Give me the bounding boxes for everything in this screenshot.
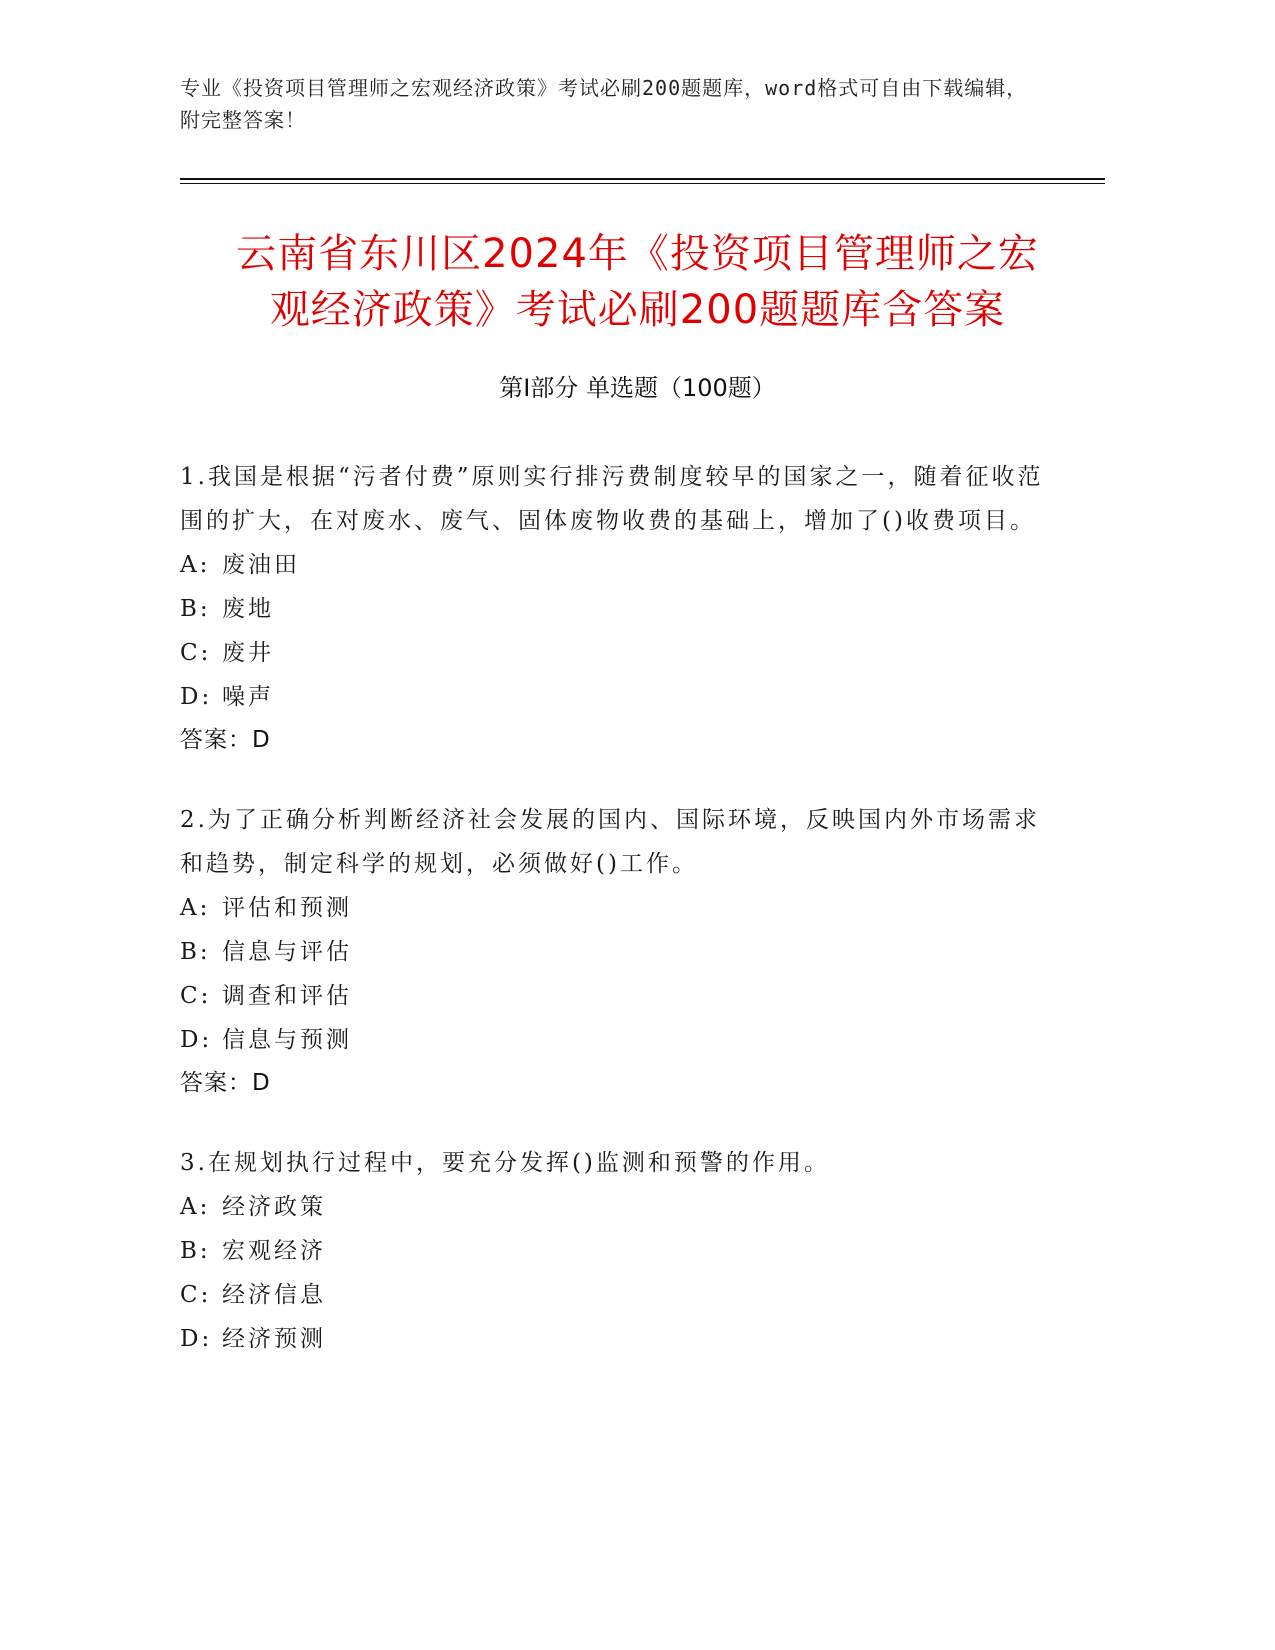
option-text: 评估和预测 xyxy=(222,895,352,921)
option-text: 经济预测 xyxy=(222,1326,326,1352)
option-letter: A: xyxy=(180,552,211,578)
question-stem: 1.我国是根据“污者付费”原则实行排污费制度较早的国家之一，随着征收范围的扩大，在对废水、废气、固体废物收费的基础上，增加了()收费项目。 xyxy=(180,464,1044,534)
option-letter: D: xyxy=(180,1326,213,1352)
option-letter: C: xyxy=(180,1282,212,1308)
document-title-line-2: 观经济政策》考试必刷200题题库含答案 xyxy=(269,287,1006,333)
option-c xyxy=(180,631,1050,675)
document-title xyxy=(150,226,1125,338)
option-letter: C: xyxy=(180,640,212,666)
option-b xyxy=(180,587,1050,631)
question-list xyxy=(180,455,1050,1398)
option-text: 信息与预测 xyxy=(222,1027,352,1053)
option-d xyxy=(180,1317,1050,1361)
option-text: 噪声 xyxy=(222,684,274,710)
option-text: 调查和评估 xyxy=(222,983,352,1009)
option-letter: D: xyxy=(180,684,213,710)
option-text: 废地 xyxy=(222,596,274,622)
option-c xyxy=(180,1273,1050,1317)
option-letter: B: xyxy=(180,939,211,965)
option-text: 废油田 xyxy=(222,552,300,578)
document-title-line-1: 云南省东川区2024年《投资项目管理师之宏 xyxy=(236,231,1039,277)
header-note: 专业《投资项目管理师之宏观经济政策》考试必刷200题题库，word格式可自由下载编辑，附完整答案！ xyxy=(180,76,1028,132)
option-letter: A: xyxy=(180,1194,211,1220)
option-d xyxy=(180,1018,1050,1062)
option-letter: C: xyxy=(180,983,212,1009)
section-heading: 第Ⅰ部分 单选题（100题） xyxy=(499,374,776,402)
option-a xyxy=(180,886,1050,930)
option-letter: B: xyxy=(180,1238,211,1264)
question-2 xyxy=(180,798,1050,1104)
option-a xyxy=(180,543,1050,587)
question-stem: 2.为了正确分析判断经济社会发展的国内、国际环境，反映国内外市场需求和趋势，制定科学的规划，必须做好()工作。 xyxy=(180,807,1040,877)
option-b xyxy=(180,1229,1050,1273)
answer: 答案：D xyxy=(180,1070,271,1096)
option-text: 宏观经济 xyxy=(222,1238,326,1264)
option-letter: D: xyxy=(180,1027,213,1053)
question-3 xyxy=(180,1141,1050,1361)
option-letter: B: xyxy=(180,596,211,622)
option-text: 废井 xyxy=(222,640,274,666)
option-c xyxy=(180,974,1050,1018)
option-text: 信息与评估 xyxy=(222,939,352,965)
option-letter: A: xyxy=(180,895,211,921)
option-text: 经济信息 xyxy=(222,1282,326,1308)
header-rule-thick xyxy=(180,178,1105,180)
answer: 答案：D xyxy=(180,727,271,753)
option-d xyxy=(180,675,1050,719)
option-a xyxy=(180,1185,1050,1229)
question-1 xyxy=(180,455,1050,761)
question-stem: 3.在规划执行过程中，要充分发挥()监测和预警的作用。 xyxy=(180,1150,830,1176)
header-rule-thin xyxy=(180,183,1105,184)
option-text: 经济政策 xyxy=(222,1194,326,1220)
option-b xyxy=(180,930,1050,974)
